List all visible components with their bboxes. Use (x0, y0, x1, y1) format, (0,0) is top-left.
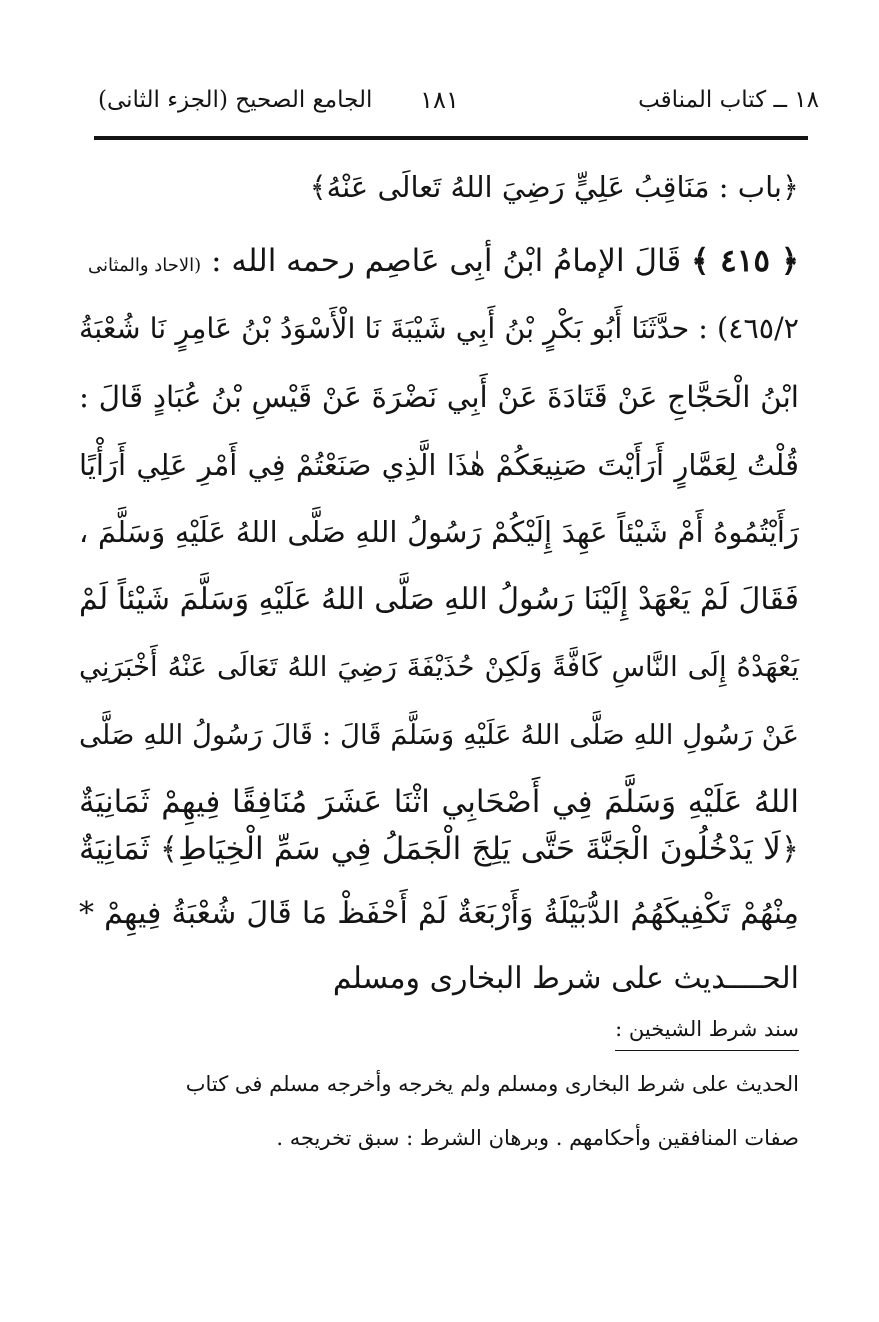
hadith-source: (الاحاد والمثانى (88, 255, 202, 276)
hadith-text-line: فَقَالَ لَمْ يَعْهَدْ إِلَيْنَا رَسُولُ اللهِ صَلَّى اللهُ عَلَيْهِ وَسَلَّمَ شَيْئاً لَمْ (79, 582, 799, 617)
header-book-title: الجامع الصحيح (الجزء الثانى) (98, 87, 373, 113)
hadith-text-line: ابْنُ الْحَجَّاجِ عَنْ قَتَادَةَ عَنْ أَبِي نَضْرَةَ عَنْ قَيْسِ بْنُ عُبَادٍ قَالَ : (79, 380, 799, 414)
hadith-text-line: اللهُ عَلَيْهِ وَسَلَّمَ فِي أَصْحَابِي اثْنَا عَشَرَ مُنَافِقًا فِيهِمْ ثَمَانِيَةٌ (79, 784, 799, 820)
header-chapter-reference: ١٨ ــ كتاب المناقب (638, 87, 819, 113)
hadith-intro-line (79, 232, 799, 290)
hadith-text-line: ٤٦٥/٢) : حدَّثَنَا أَبُو بَكْرٍ بْنُ أَبِي شَيْبَةَ نَا الْأَسْوَدُ بْنُ عَامِرٍ نَا شُعْبَةُ (79, 312, 799, 345)
hadith-text-line: يَعْهَدْهُ إِلَى النَّاسِ كَافَّةً وَلَكِنْ حُذَيْفَةَ رَضِيَ اللهُ تَعَالَى عَنْهُ أَخْبَرَنِي (79, 651, 799, 683)
chapter-heading: ﴿باب : مَنَاقِبُ عَلِيٍّ رَضِيَ اللهُ تَعالَى عَنْهُ﴾ (309, 170, 799, 204)
hadith-text-line: قُلْتُ لِعَمَّارٍ أَرَأَيْتَ صَنِيعَكُمْ هٰذَا الَّذِي صَنَعْتُمْ فِي أَمْرِ عَلِي أَرَأْيًا (79, 448, 799, 482)
sanad-note-line: صفات المنافقين وأحكامهم . وبرهان الشرط : سبق تخريجه . (276, 1126, 799, 1150)
header-rule (94, 136, 808, 140)
hadith-number: ﴿ ٤١٥ ﴾ (691, 243, 799, 279)
hadith-text-line: ﴿لَا يَدْخُلُونَ الْجَنَّةَ حَتَّى يَلِجَ الْجَمَلُ فِي سَمِّ الْخِيَاطِ﴾ ثَمَانِيَةٌ (79, 831, 799, 867)
sanad-heading: سند شرط الشيخين : (615, 1012, 799, 1051)
hadith-text-line: رَأَيْتُمُوهُ أَمْ شَيْئاً عَهِدَ إِلَيْكُمْ رَسُولُ اللهِ صَلَّى اللهُ عَلَيْهِ وَسَلَّمَ ، (79, 515, 799, 549)
hadith-text-line: عَنْ رَسُولِ اللهِ صَلَّى اللهُ عَلَيْهِ وَسَلَّمَ قَالَ : قَالَ رَسُولُ اللهِ صَلَّى (79, 719, 799, 751)
sanad-note-line: الحديث على شرط البخارى ومسلم ولم يخرجه وأخرجه مسلم فى كتاب (185, 1072, 799, 1096)
hadith-intro: قَالَ الإمامُ ابْنُ أبِى عَاصِم رحمه الله : (211, 243, 682, 279)
hadith-verdict: الحــــديث على شرط البخارى ومسلم (332, 961, 799, 996)
header-page-number: ١٨١ (420, 86, 459, 114)
hadith-text-line: مِنْهُمْ تَكْفِيكَهُمُ الدُّبَيْلَةُ وَأَرْبَعَةٌ لَمْ أَحْفَظْ مَا قَالَ شُعْبَةُ فِيهِمْ * (79, 896, 799, 931)
